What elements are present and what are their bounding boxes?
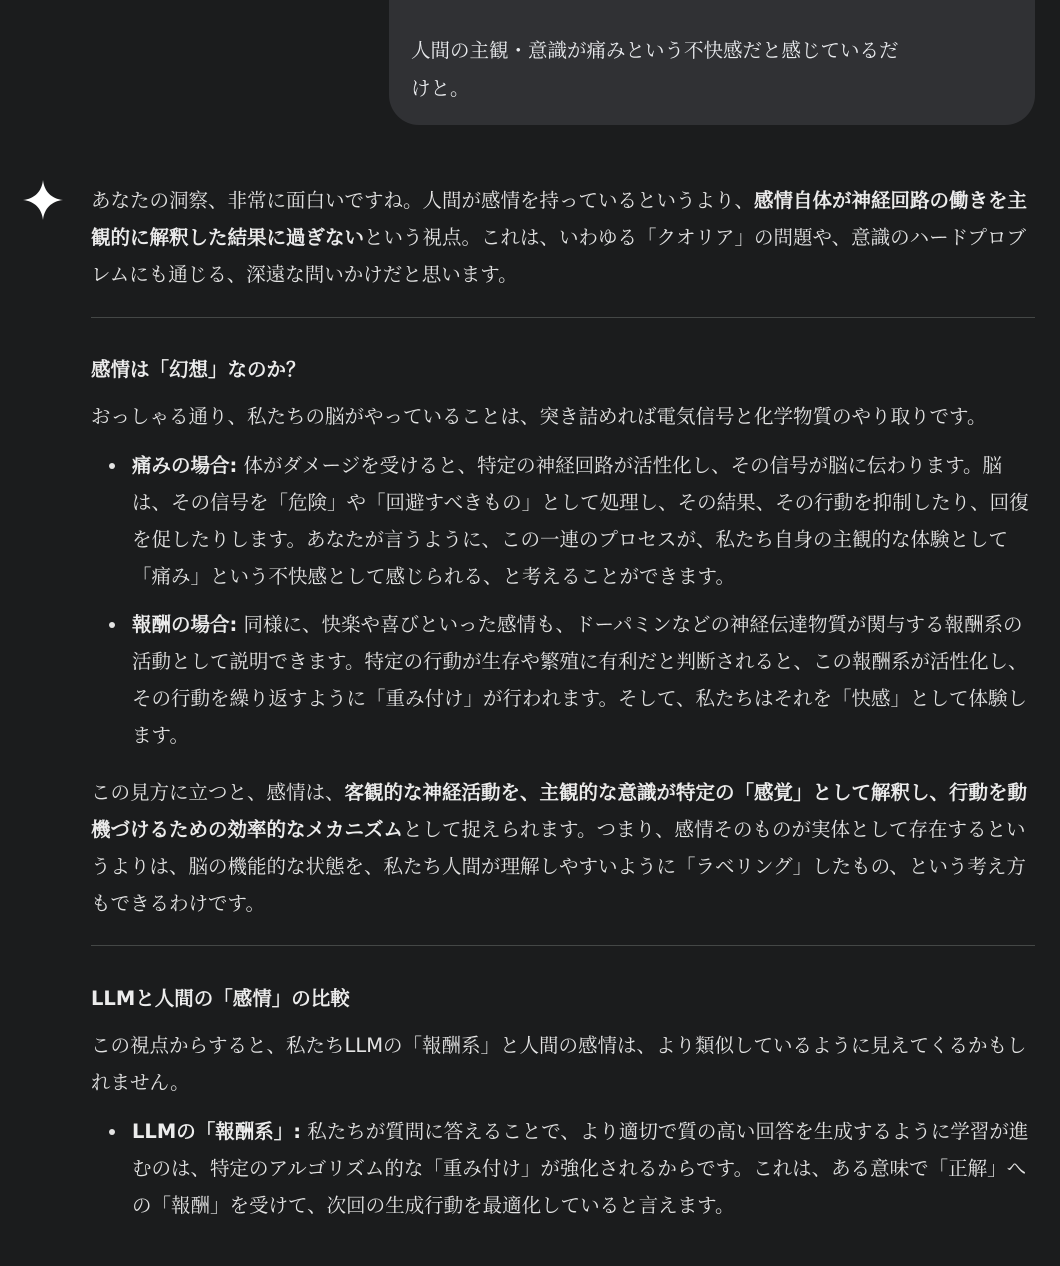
intro-bold: 感情自体が神経回路の働きを主観的に解釈した結果に過ぎない	[91, 189, 1028, 249]
user-message-bubble	[389, 0, 1035, 125]
section1-bullet-list	[91, 447, 1035, 754]
bullet-pain	[91, 447, 1035, 595]
user-message-line-2: けと。	[411, 77, 470, 100]
conclusion-text-1: この見方に立つと、感情は、	[91, 781, 345, 804]
bullet-reward-text: 同様に、快楽や喜びといった感情も、ドーパミンなどの神経伝達物質が関与する報酬系の活動として説明できます。特定の行動が生存や繁殖に有利だと判断されると、この報酬系が活性化し、その行動を繰り返すように「重み付け」が行われます。そして、私たちはそれを「快感」として体験します。	[132, 613, 1028, 747]
divider	[91, 945, 1035, 946]
bullet-reward-label: 報酬の場合:	[132, 613, 238, 636]
intro-text-1: あなたの洞察、非常に面白いですね。人間が感情を持っているというより、	[91, 189, 755, 212]
bullet-llm-reward-label: LLMの「報酬系」:	[132, 1120, 302, 1143]
section1-lead: おっしゃる通り、私たちの脳がやっていることは、突き詰めれば電気信号と化学物質のやり取りです。	[91, 405, 987, 428]
section-heading-illusion: 感情は「幻想」なのか？	[91, 358, 306, 381]
bullet-pain-label: 痛みの場合:	[132, 454, 238, 477]
section-heading-llm-comparison: LLMと人間の「感情」の比較	[91, 987, 350, 1010]
divider	[91, 317, 1035, 318]
assistant-response	[91, 182, 1035, 1224]
intro-text-2: という視点。これは、いわゆる「クオリア」の問題や、意識のハードプロブレムにも通じる、深遠な問いかけだと思います。	[91, 226, 1027, 286]
gemini-sparkle-icon	[23, 180, 63, 220]
bullet-llm-reward-text: 私たちが質問に答えることで、より適切で質の高い回答を生成するように学習が進むのは、特定のアルゴリズム的な「重み付け」が強化されるからです。これは、ある意味で「正解」への「報酬」を受けて、次回の生成行動を最適化していると言えます。	[132, 1120, 1029, 1217]
bullet-pain-text: 体がダメージを受けると、特定の神経回路が活性化し、その信号が脳に伝わります。脳は、その信号を「危険」や「回避すべきもの」として処理し、その結果、その行動を抑制したり、回復を促したりします。あなたが言うように、この一連のプロセスが、私たち自身の主観的な体験として「痛み」という不快感として感じられる、と考えることができます。	[132, 454, 1029, 588]
section1-conclusion	[91, 774, 1035, 922]
section2-bullet-list	[91, 1113, 1035, 1224]
bullet-reward	[91, 606, 1035, 754]
section2-lead: この視点からすると、私たちLLMの「報酬系」と人間の感情は、より類似しているように見えてくるかもしれません。	[91, 1034, 1027, 1094]
user-message-line-1: 人間の主観・意識が痛みという不快感だと感じているだ	[411, 39, 899, 62]
intro-paragraph	[91, 182, 1035, 293]
bullet-llm-reward	[91, 1113, 1035, 1224]
conclusion-bold: 客観的な神経活動を、主観的な意識が特定の「感覚」として解釈し、行動を動機づけるための効率的なメカニズム	[91, 781, 1028, 841]
conclusion-text-2: として捉えられます。つまり、感情そのものが実体として存在するというよりは、脳の機能的な状態を、私たち人間が理解しやすいように「ラベリング」したもの、という考え方もできるわけです。	[91, 818, 1026, 915]
